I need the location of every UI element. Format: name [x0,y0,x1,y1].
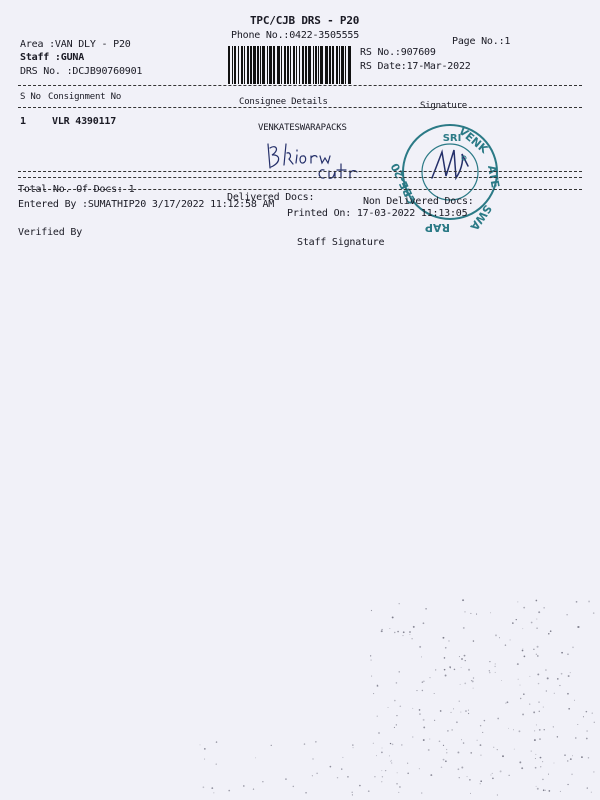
area-field: Area :VAN DLY - P20 [20,39,131,50]
svg-text:VENK: VENK [456,124,491,157]
page-number: Page No.:1 [452,36,511,47]
rs-number: RS No.:907609 [360,47,436,58]
phone-number: Phone No.:0422-3505555 [231,30,360,41]
drs-number: DRS No. :DCJB90760901 [20,66,143,77]
printed-on: Printed On: 17-03-2022 11:13:05 [287,208,468,219]
non-delivered-docs: Non Delivered Docs: [363,196,474,207]
staff-signature: Staff Signature [297,237,385,248]
svg-text:RAP: RAP [424,221,450,234]
barcode [228,46,352,84]
row-sno: 1 [20,116,26,127]
svg-text:SRI: SRI [442,133,462,144]
row-consignment-no: VLR 4390117 [52,116,117,127]
column-consignment-no: Consignment No [48,92,122,102]
total-docs: Total No. Of Docs: 1 [18,184,135,195]
column-consignee-details: Consignee Details [239,97,328,107]
svg-text:CBE-20: CBE-20 [388,160,419,207]
footer-rule [18,177,582,178]
rs-date: RS Date:17-Mar-2022 [360,61,471,72]
footer-rule [18,171,582,172]
svg-text:SWA: SWA [467,202,495,233]
delivered-docs: Delivered Docs: [227,192,315,203]
company-stamp [388,106,510,244]
svg-text:ATE: ATE [485,164,502,189]
column-signature: Signature [420,101,467,111]
document-title: TPC/CJB DRS - P20 [250,14,360,27]
staff-field: Staff :GUNA [20,52,85,63]
entered-by: Entered By :SUMATHIP20 3/17/2022 11:12:58 AM [18,199,275,210]
verified-by: Verified By [18,227,83,238]
row-consignee: VENKATESWARAPACKS [258,123,347,133]
header-rule [18,85,582,86]
column-sno: S No [20,92,41,102]
